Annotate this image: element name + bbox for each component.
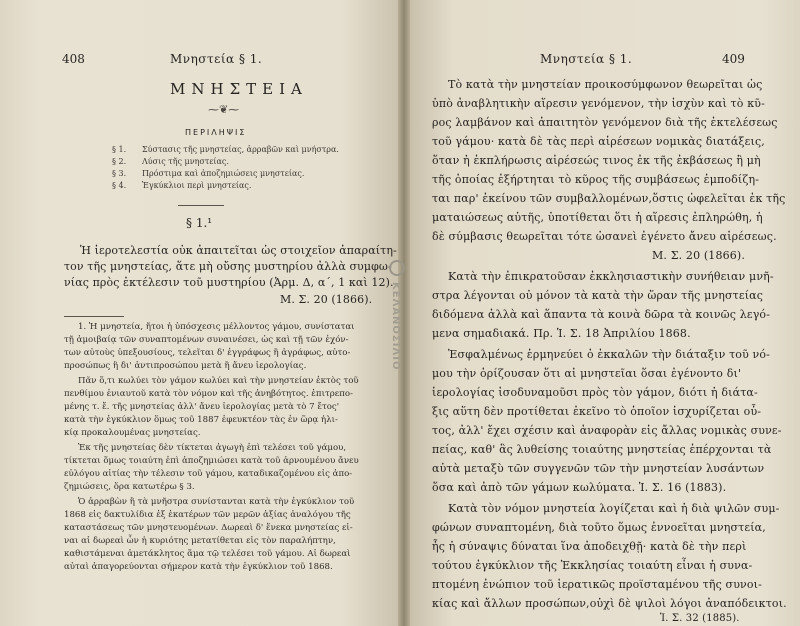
footnote-line: Πᾶν ὅ,τι κωλύει τὸν γάμον κωλύει καὶ τὴν μνηστείαν ἐκτὸς τοῦ: [78, 376, 359, 386]
right-body-line: ἱερολογίας ἰσοδυναμοῦσι πρὸς τὸν γάμον, διότι ἡ διάτα-: [432, 386, 758, 399]
right-running-head: Μνηστεία § 1.: [540, 52, 633, 66]
right-body-citation: Ἱ. Σ. 32 (1885).: [660, 613, 740, 624]
right-body-line: τος, ἀλλ' ἔχει σχέσιν καὶ ἀναφορὰν εἰς ἄλλας νομικὰς συνε-: [432, 424, 782, 437]
footnote-line: 1868 εἰς δακτυλίδια ἐξ ἑκατέρων τῶν μερῶν ἀξίας ἀναλόγου τῆς: [64, 510, 351, 520]
footnote-line: ναι αἱ δωρεαὶ ὧν ἡ κυριότης μετατίθεται εἰς τὸν παραλήπτην,: [64, 536, 336, 546]
right-body-line: ξις αὕτη δὲν προτίθεται ἐκεῖνο τὸ ὁποῖον ἰσχυρίζεται οὗ-: [432, 405, 762, 418]
right-body-line: ρος λαμβάνον καὶ ἀπαιτητὸν γενόμενον διὰ τῆς ἐκτελέσεως: [432, 116, 778, 129]
right-body-line: ὅταν ἡ ἐκπλήρωσις αἱρέσεώς τινος ἐκ τῆς ἐκβάσεως ἢ μὴ: [432, 154, 761, 167]
right-body-line: τῆς ὁποίας ἐξήρτηται τὸ κῦρος τῆς συμβάσεως ἐμποδίζη-: [432, 173, 760, 186]
toc-entry-1: [112, 145, 339, 154]
title-ornament: ⁓❦⁓: [208, 103, 240, 116]
right-body-line: Κατὰ τὸν νόμον μνηστεία λογίζεται καὶ ἡ διὰ ψιλῶν συμ-: [448, 502, 780, 515]
right-body-line: Κατὰ τὴν ἐπικρατοῦσαν ἐκκλησιαστικὴν συνήθειαν μνῆ-: [448, 270, 774, 283]
footnote-rule: [64, 316, 124, 317]
footnote-line: πενθίμου ἐνιαυτοῦ κατὰ τὸν νόμον καὶ τῆς ἀνηβότητος. ἐπιτρεπο-: [64, 389, 353, 399]
toc-text: Λύσις τῆς μνηστείας.: [142, 157, 229, 166]
footnote-line: Ὁ ἀρραβὼν ἢ τὰ μνῆστρα συνίστανται κατὰ τὴν ἐγκύκλιον τοῦ: [78, 497, 355, 507]
left-page-number: 408: [62, 52, 85, 66]
footnote-line: Ἐκ τῆς μνηστείας δὲν τίκτεται ἀγωγὴ ἐπὶ τελέσει τοῦ γάμου,: [78, 443, 347, 453]
toc-text: Ἐγκύκλιοι περὶ μνηστείας.: [142, 181, 252, 190]
footnote-line: τῇ ἀμοιβαίᾳ τῶν συναπτομένων συναινέσει, ὡς καὶ τῇ τῶν ἐχόν-: [64, 335, 349, 345]
summary-heading: ΠΕΡΙΛΗΨΙΣ: [185, 128, 247, 137]
right-body-line: αὐτὰ μεταξὺ τῶν συγγενῶν τῶν τὴν μνηστείαν λυσάντων: [432, 462, 765, 475]
footnote-line: προσώπως ἢ δι' ἀντιπροσώπου μετὰ ἢ ἄνευ ἱερολογίας.: [64, 361, 307, 371]
toc-num: § 3.: [112, 169, 127, 178]
left-running-head: Μνηστεία § 1.: [170, 52, 263, 66]
library-stamp: [387, 260, 409, 430]
left-body-line: νίας πρὸς ἐκτέλεσιν τοῦ μυστηρίου (Ἀρμ. Δ, α΄, 1 καὶ 12).: [64, 276, 394, 289]
right-body-line: Ἐσφαλμένως ἑρμηνεύει ὁ ἐκκαλῶν τὴν διάταξιν τοῦ νό-: [448, 348, 771, 361]
right-page-number: 409: [722, 52, 745, 66]
right-body-line: ται παρ' ἐκείνου τῶν συμβαλλομένων,ὅστις ὠφελεῖται ἐκ τῆς: [432, 192, 786, 205]
right-body-line: ματαιώσεως αὐτῆς, ὑποτίθεται ὅτι ἡ αἵρεσις ἐπληρώθη, ἡ: [432, 211, 763, 224]
stamp-text: ΚΕΛΑΝΟΣΙΛΙΟ: [390, 282, 401, 371]
footnote-line: καθιστάμεναι ἀμετάκλητος ἅμα τῷ τελέσει τοῦ γάμου. Αἱ δωρεαὶ: [64, 549, 351, 559]
footnote-line: τίκτεται ὅμως τοιαύτη ἐπὶ ἀποζημιώσει κατὰ τοῦ ἀρνουμένου ἄνευ: [64, 456, 359, 466]
footnote-line: καταστάσεως τῶν μνηστευομένων. Δωρεαὶ δ' ἕνεκα μνηστείας εἰ-: [64, 523, 353, 533]
right-body-line: μου τὴν ὁρίζουσαν ὅτι αἱ μνηστεῖαι ὅσαι ἐγένοντο δι': [432, 367, 742, 380]
right-body-line: ἧς ἡ σύναψις δύναται ἵνα ἀποδειχθῇ· κατὰ δὲ τὴν περὶ: [432, 540, 747, 553]
right-body-line: Τὸ κατὰ τὴν μνηστείαν προικοσύμφωνον θεωρεῖται ὡς: [448, 78, 763, 91]
footnote-line: μένης τ. ἔ. τῆς μνηστείας ἀλλ' ἄνευ ἱερολογίας μετὰ τὸ 7 ἔτος': [64, 402, 340, 412]
footnote-line: κίᾳ προκαλουμένας μνηστείας.: [64, 428, 201, 438]
right-body-line: ὑπὸ ἀναβλητικὴν αἵρεσιν γενόμενον, τὴν ἰσχὺν καὶ τὸ κῦ-: [432, 97, 765, 110]
right-body-line: δὲ σύμβασις θεωρεῖται τότε ὡσανεὶ ἐγένετο ἄνευ αἱρέσεως.: [432, 230, 777, 243]
toc-num: § 1.: [112, 145, 127, 154]
footnote-line: κατὰ τὴν ἐγκύκλιον ὅμως τοῦ 1887 ἐφευκτέον τὰς ἐν ὥρᾳ ἡλι-: [64, 415, 338, 425]
toc-entry-3: [112, 169, 304, 178]
footnote-line: ζημιώσεις, ὅρα κατωτέρω § 3.: [64, 482, 195, 492]
right-body-line: φώνων συναπτομένη, διὰ τοῦτο ὅμως ἐννοεῖται μνηστεία,: [432, 521, 766, 534]
footnote-line: των αὐτοὺς ὑπεξουσίους, τελεῖται δ' ἐγγράφως ἢ ἀγράφως, αὐτο-: [64, 348, 351, 358]
chapter-title: ΜΝΗΣΤΕΙΑ: [170, 80, 308, 98]
footnote-line: αὐταὶ ἀπαγορεύονται σήμερον κατὰ τὴν ἐγκύκλιον τοῦ 1868.: [64, 562, 333, 572]
footnote-line: εὐλόγου αἰτίας τὴν τέλεσιν τοῦ γάμου, καταδικαζομένου εἰς ἀπο-: [64, 469, 353, 479]
toc-text: Σύστασις τῆς μνηστείας, ἀρραβῶν καὶ μνήστρα.: [142, 145, 339, 154]
toc-text: Πρόστιμα καὶ ἀποζημιώσεις μνηστείας.: [142, 169, 305, 178]
footnote-line: 1. Ἡ μνηστεία, ἤτοι ἡ ὑπόσχεσις μέλλοντος γάμου, συνίσταται: [78, 322, 355, 332]
right-body-line: μενα σημαδιακά. Πρ. Ἱ. Σ. 18 Ἀπριλίου 1868.: [432, 327, 691, 340]
right-body-citation: Μ. Σ. 20 (1866).: [652, 249, 745, 262]
toc-entry-2: [112, 157, 229, 166]
right-body-line: ὅσα καὶ ἀπὸ τῶν γάμων κωλύματα. Ἱ. Σ. 16 (1883).: [432, 481, 727, 494]
section-heading: § 1.¹: [186, 216, 213, 230]
left-body-line: Ἡ ἱεροτελεστία οὐκ ἀπαιτεῖται ὡς στοιχεῖον ἀπαραίτη-: [80, 244, 397, 257]
right-body-line: στρα λέγονται οὐ μόνον τὰ κατὰ τὴν ὥραν τῆς μνηστείας: [432, 289, 764, 302]
toc-num: § 4.: [112, 181, 127, 190]
left-body-line: τον τῆς μνηστείας, ἅτε μὴ οὔσης μυστηρίου ἀλλὰ συμφω-: [64, 260, 392, 273]
stamp-logo-icon: [389, 260, 405, 276]
right-body-line: πείας, καθ' ἃς λυθείσης τοιαύτης μνηστείας ἐπέρχονται τὰ: [432, 443, 772, 456]
right-body-line: τοῦ γάμου· κατὰ δὲ τὰς περὶ αἱρέσεων νομικὰς διατάξεις,: [432, 135, 765, 148]
right-body-line: διδόμενα ἀλλὰ καὶ ἅπαντα τὰ κοινὰ δῶρα τὰ κοινῶς λεγό-: [432, 308, 771, 321]
right-body-line: κίας καὶ ἄλλων προσώπων,οὐχὶ δὲ ψιλοὶ λόγοι ἀναπόδεικτοι.: [432, 597, 787, 610]
right-body-line: πτομένη ἐνώπιον τοῦ ἱερατικῶς προϊσταμένου τῆς συνοι-: [432, 578, 762, 591]
toc-entry-4: [112, 181, 251, 190]
toc-num: § 2.: [112, 157, 127, 166]
right-body-line: τούτου ἐγκύκλιον τῆς Ἐκκλησίας τοιαύτη εἶναι ἡ συνα-: [432, 559, 753, 572]
left-body-citation: Μ. Σ. 20 (1866).: [280, 293, 373, 306]
section-rule: [178, 205, 224, 206]
